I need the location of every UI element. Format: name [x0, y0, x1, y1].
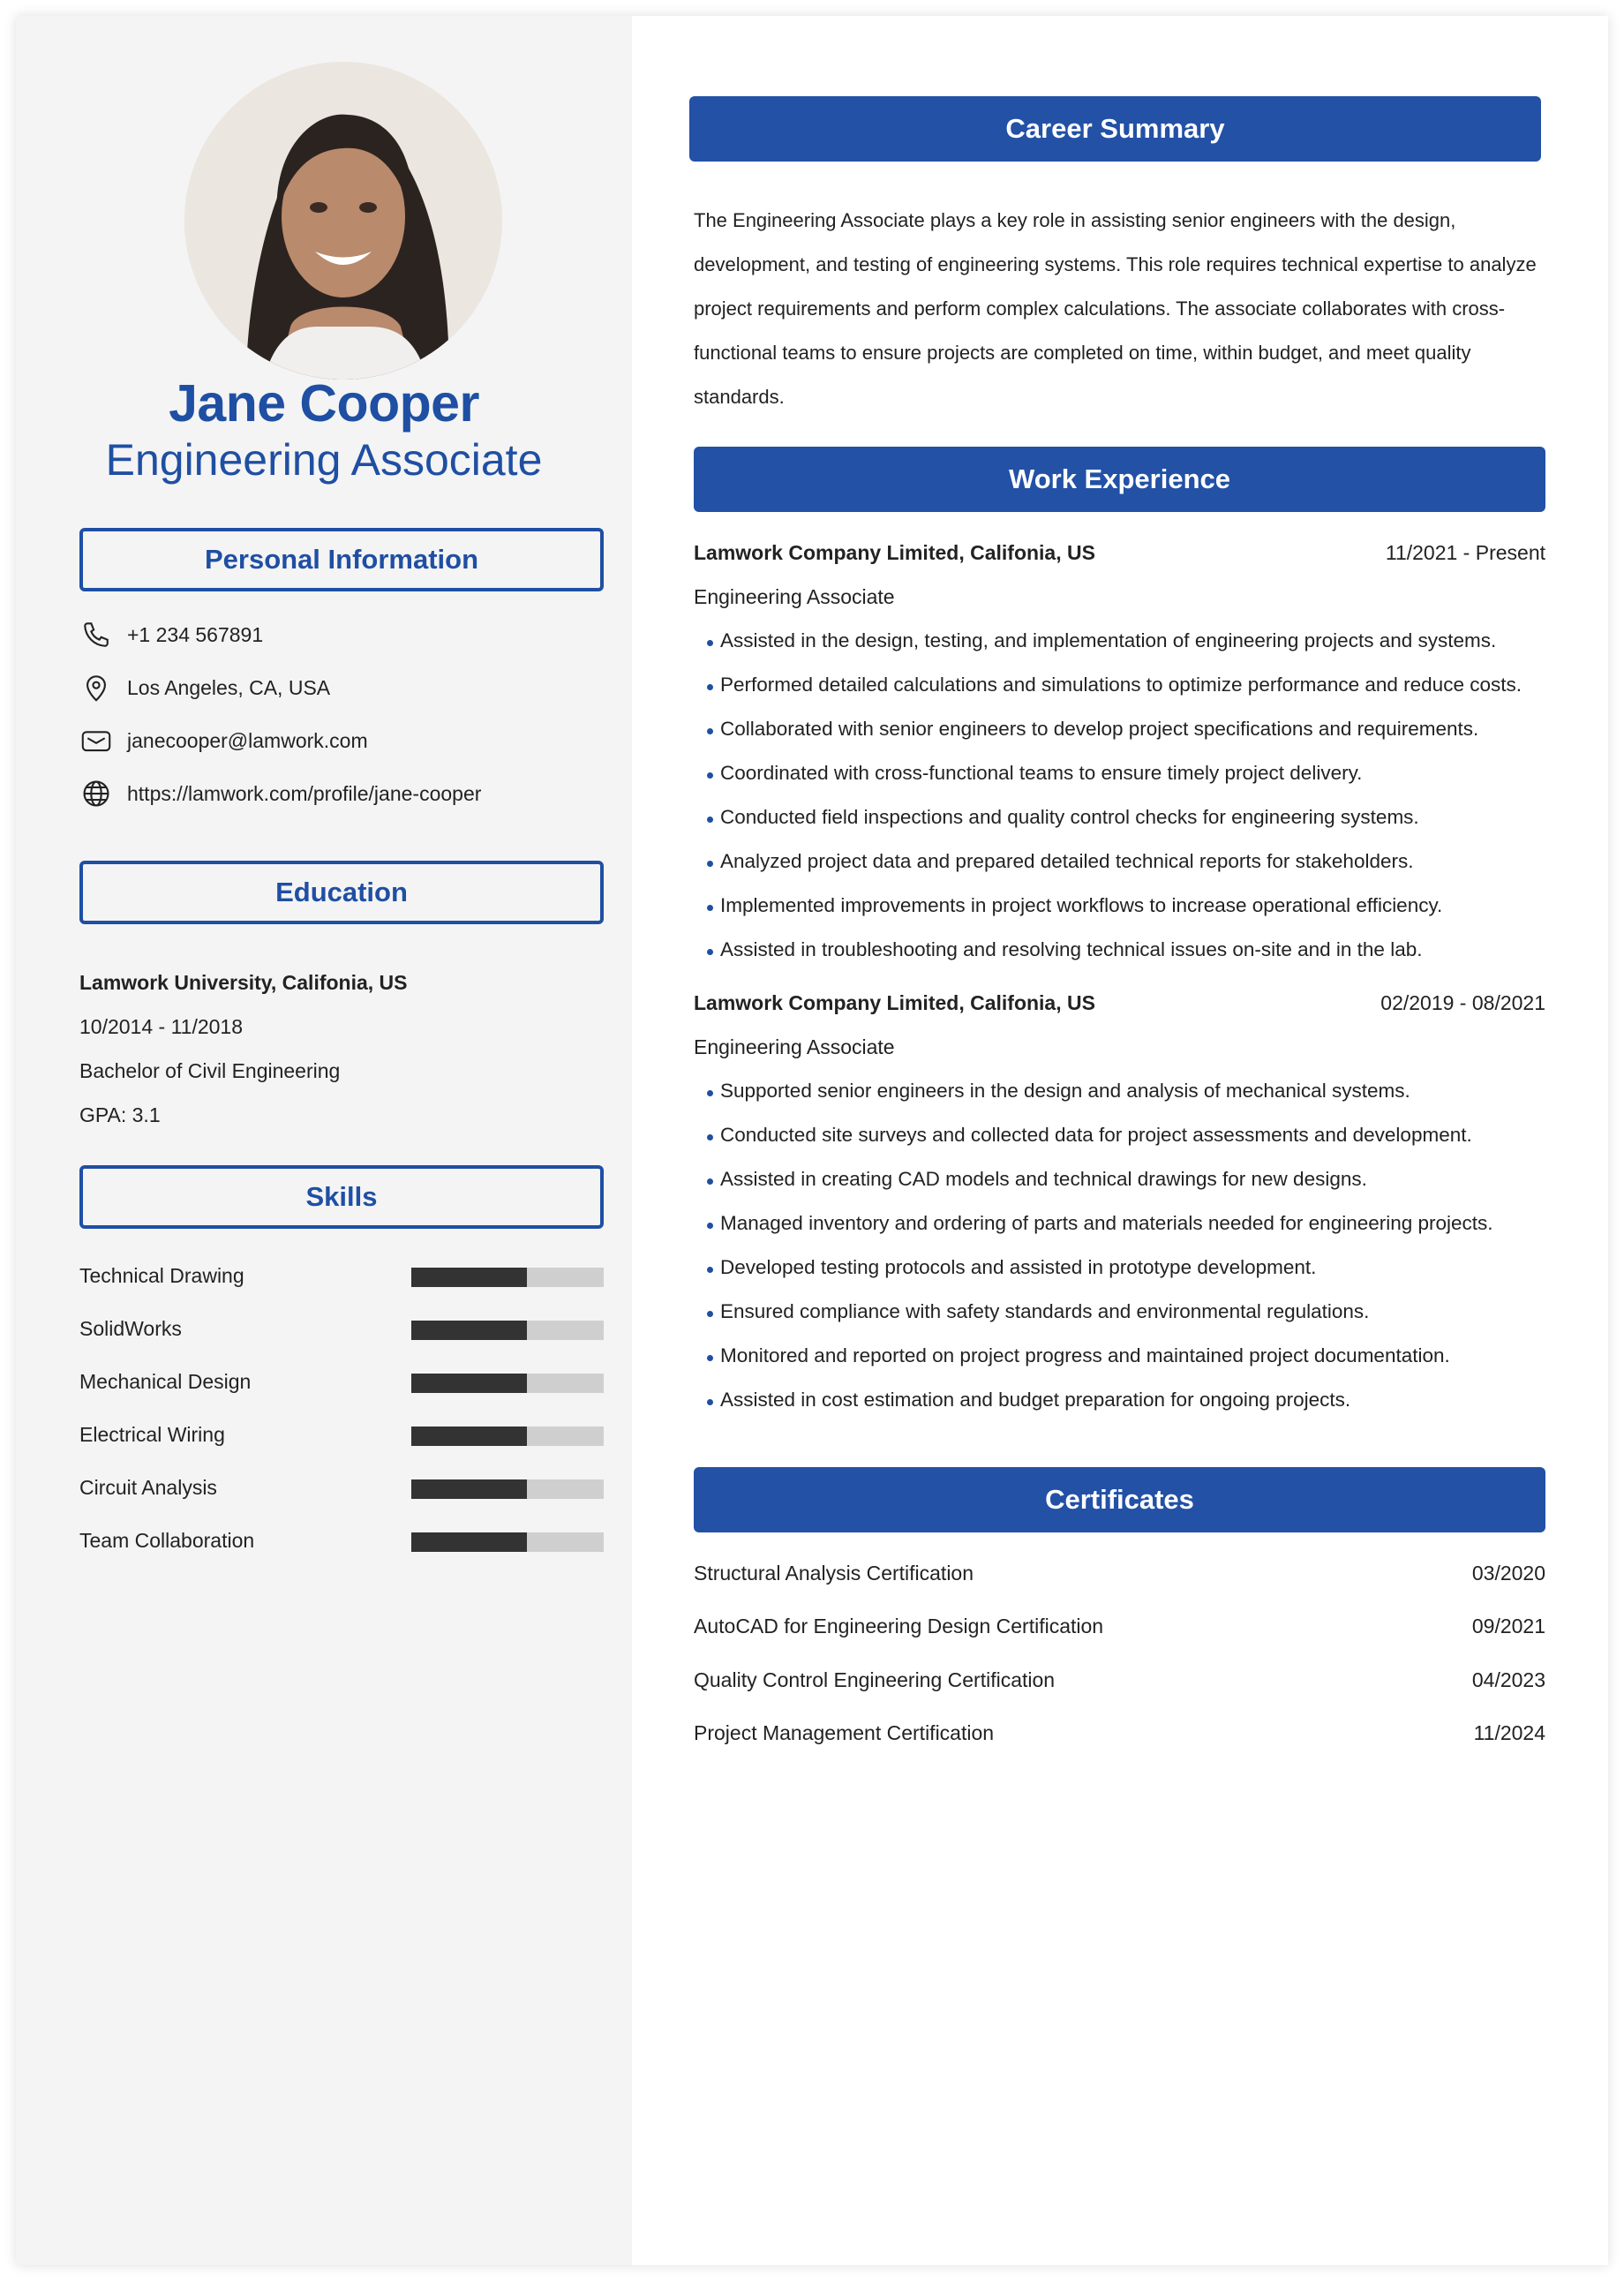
globe-icon	[79, 777, 113, 810]
job-title: Engineering Associate	[694, 1035, 895, 1058]
education-school: Lamwork University, Califonia, US	[79, 971, 408, 994]
work-experience-heading: Work Experience	[694, 447, 1545, 512]
skill-label: Mechanical Design	[79, 1370, 252, 1393]
skill-level-fill	[411, 1374, 527, 1393]
skill-level-bar	[411, 1268, 604, 1287]
job-bullet: Monitored and reported on project progress and maintained project documentation.	[720, 1344, 1450, 1366]
skill-level-bar	[411, 1532, 604, 1552]
job-bullet: Ensured compliance with safety standards and environmental regulations.	[720, 1300, 1370, 1322]
skills-heading: Skills	[79, 1165, 604, 1229]
contact-website	[79, 776, 481, 811]
phone-text: +1 234 567891	[127, 622, 264, 646]
certificate-date: 09/2021	[1471, 1615, 1545, 1637]
skill-level-bar	[411, 1479, 604, 1499]
sidebar	[16, 16, 632, 2265]
job-bullet: Managed inventory and ordering of parts and materials needed for engineering projects.	[720, 1212, 1493, 1234]
contact-email	[79, 723, 368, 758]
skill-level-bar	[411, 1427, 604, 1446]
location-pin-icon	[79, 671, 113, 704]
contact-phone	[79, 617, 263, 652]
job-period: 11/2021 - Present	[1385, 541, 1545, 564]
skill-level-fill	[411, 1268, 527, 1287]
job-title: Engineering Associate	[694, 585, 895, 608]
location-text: Los Angeles, CA, USA	[127, 675, 331, 699]
job-bullet: Assisted in troubleshooting and resolving technical issues on-site and in the lab.	[720, 938, 1423, 960]
skill-label: Technical Drawing	[79, 1264, 244, 1287]
certificate-date: 11/2024	[1473, 1721, 1545, 1744]
candidate-role: Engineering Associate	[105, 435, 543, 485]
job-company: Lamwork Company Limited, Califonia, US	[694, 991, 1095, 1014]
job-company: Lamwork Company Limited, Califonia, US	[694, 541, 1095, 564]
education-degree: Bachelor of Civil Engineering	[79, 1059, 341, 1082]
skill-level-bar	[411, 1321, 604, 1340]
job-bullet: Conducted site surveys and collected data for project assessments and development.	[720, 1124, 1472, 1146]
candidate-name: Jane Cooper	[169, 374, 479, 433]
skill-level-bar	[411, 1374, 604, 1393]
skill-level-fill	[411, 1321, 527, 1340]
skill-label: Team Collaboration	[79, 1529, 255, 1552]
certificate-date: 03/2020	[1471, 1562, 1545, 1585]
job-bullet: Developed testing protocols and assisted in prototype development.	[720, 1256, 1317, 1278]
skill-level-fill	[411, 1479, 527, 1499]
job-bullet: Assisted in the design, testing, and implementation of engineering projects and systems.	[720, 629, 1497, 651]
education-gpa: GPA: 3.1	[79, 1103, 161, 1126]
certificate-name: Quality Control Engineering Certification	[694, 1668, 1056, 1691]
email-text[interactable]: janecooper@lamwork.com	[127, 728, 368, 752]
contact-location	[79, 670, 330, 705]
certificate-name: AutoCAD for Engineering Design Certification	[694, 1615, 1104, 1637]
job-bullet: Supported senior engineers in the design and analysis of mechanical systems.	[720, 1080, 1410, 1102]
skill-level-fill	[411, 1532, 527, 1552]
job-bullet: Coordinated with cross-functional teams to ensure timely project delivery.	[720, 762, 1363, 784]
certificate-date: 04/2023	[1471, 1668, 1545, 1691]
career-summary-text: The Engineering Associate plays a key role in assisting senior engineers with the design, development, and testing of engineering systems. This role requires technical expertise to analyze project requirements and perform complex calculations. The associate collaborates with cross-functional teams to ensure projects are completed on time, within budget, and meet quality standards.	[694, 209, 1537, 408]
education-heading: Education	[79, 861, 604, 924]
skill-label: Electrical Wiring	[79, 1423, 225, 1446]
skill-level-fill	[411, 1427, 527, 1446]
skill-label: Circuit Analysis	[79, 1476, 217, 1499]
certificate-name: Project Management Certification	[694, 1721, 995, 1744]
job-bullet: Analyzed project data and prepared detailed technical reports for stakeholders.	[720, 850, 1414, 872]
personal-info-heading: Personal Information	[79, 528, 604, 591]
job-bullet: Collaborated with senior engineers to develop project specifications and requirements.	[720, 718, 1479, 740]
job-bullet: Conducted field inspections and quality control checks for engineering systems.	[720, 806, 1419, 828]
job-bullet: Assisted in creating CAD models and technical drawings for new designs.	[720, 1168, 1367, 1190]
job-bullet: Implemented improvements in project workflows to increase operational efficiency.	[720, 894, 1443, 916]
job-bullet: Assisted in cost estimation and budget preparation for ongoing projects.	[720, 1389, 1351, 1411]
phone-icon	[79, 618, 113, 651]
email-icon	[79, 724, 113, 757]
career-summary-heading: Career Summary	[689, 96, 1541, 162]
job-bullet: Performed detailed calculations and simulations to optimize performance and reduce costs.	[720, 674, 1522, 696]
skill-label: SolidWorks	[79, 1317, 182, 1340]
profile-photo	[184, 62, 502, 380]
certificates-heading: Certificates	[694, 1467, 1545, 1532]
website-link[interactable]: https://lamwork.com/profile/jane-cooper	[127, 781, 482, 805]
certificate-name: Structural Analysis Certification	[694, 1562, 974, 1585]
job-period: 02/2019 - 08/2021	[1380, 991, 1545, 1014]
education-period: 10/2014 - 11/2018	[79, 1015, 244, 1038]
resume-page	[16, 16, 1608, 2265]
